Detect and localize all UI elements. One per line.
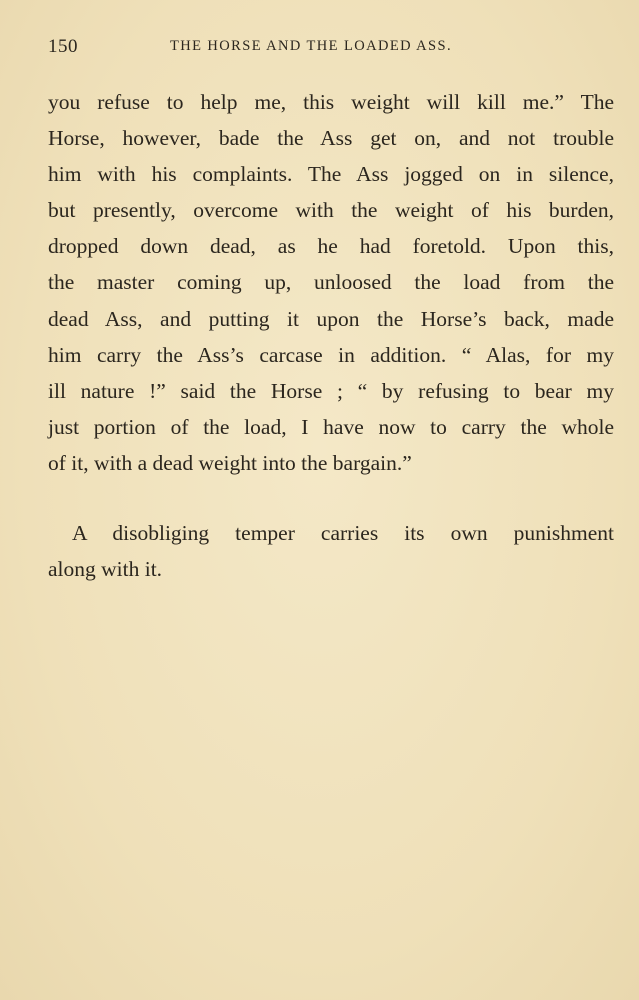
page-header bbox=[48, 36, 613, 60]
text-line: ill nature !” said the Horse ; “ by refusing to bear my bbox=[48, 378, 614, 403]
text-line: the master coming up, unloosed the load from the bbox=[48, 270, 614, 295]
text-line: dropped down dead, as he had foretold. Upon this, bbox=[48, 234, 614, 259]
text-line: Horse, however, bade the Ass get on, and not trouble bbox=[48, 126, 614, 151]
moral-line: along with it. bbox=[48, 557, 163, 582]
text-line: of it, with a dead weight into the bargain.” bbox=[48, 450, 412, 475]
text-line: dead Ass, and putting it upon the Horse’s back, made bbox=[48, 306, 614, 331]
text-line: you refuse to help me, this weight will kill me.” The bbox=[48, 90, 614, 114]
fable-text bbox=[48, 84, 614, 481]
page-number: 150 bbox=[48, 36, 78, 57]
text-line: him carry the Ass’s carcase in addition. “ Alas, for my bbox=[48, 342, 614, 367]
text-line: just portion of the load, I have now to carry the whole bbox=[48, 414, 614, 439]
moral-line: A disobliging temper carries its own punishment bbox=[72, 521, 614, 545]
fable-moral bbox=[48, 515, 614, 587]
text-line: but presently, overcome with the weight of his burden, bbox=[48, 198, 614, 223]
running-head: THE HORSE AND THE LOADED ASS. bbox=[170, 38, 453, 54]
text-line: him with his complaints. The Ass jogged on in silence, bbox=[48, 162, 614, 187]
